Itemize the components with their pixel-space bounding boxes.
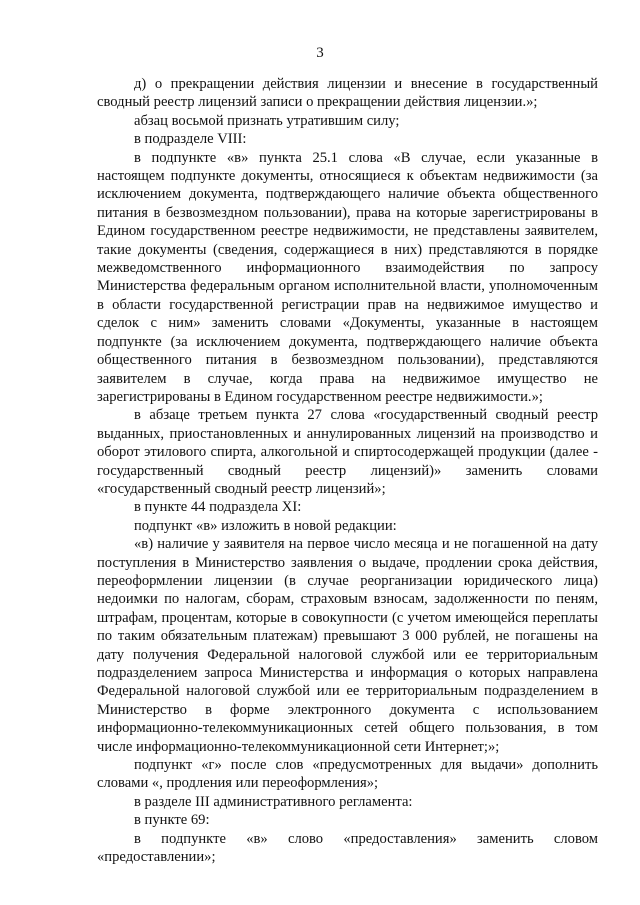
paragraph: в абзаце третьем пункта 27 слова «государственный сводный реестр выданных, приостановленных и аннулированных лицензий на производство и оборот этилового спирта, алкогольной и спиртосодержащей продукции (далее - государственный сводный реестр лицензий)» заменить словами «государственный сводный реестр лицензий»; [97,407,598,497]
page-number: 3 [316,45,324,61]
paragraph: в подразделе VIII: [134,131,247,148]
paragraph: в подпункте «в» пункта 25.1 слова «В случае, если указанные в настоящем подпункте документы, относящиеся к объектам недвижимости (за исключением документа, подтверждающего наличие объекта общественного питания в безвозмездном пользовании), права на которые зарегистрированы в Едином государственном реестре недвижимости, не представлены заявителем, такие документы (сведения, содержащиеся в них) представляются в порядке межведомственного информационного взаимодействия по запросу Министерства федеральным органом исполнительной власти, уполномоченным в области государственной регистрации прав на недвижимое имущество и сделок с ним» заменить словами «Документы, указанные в настоящем подпункте (за исключением документа, подтверждающего наличие объекта общественного питания в безвозмездном пользовании), представляются заявителем в случае, когда права на недвижимое имущество не зарегистрированы в Едином государственном реестре недвижимости.»; [97,149,598,405]
paragraph: в разделе III административного регламента: [134,793,413,810]
document-body [97,75,598,866]
paragraph: в пункте 44 подраздела XI: [134,499,302,516]
paragraph: д) о прекращении действия лицензии и внесение в государственный сводный реестр лицензий записи о прекращении действия лицензии.»; [97,76,598,111]
paragraph: в подпункте «в» слово «предоставления» заменить словом «предоставлении»; [97,830,598,866]
paragraph: «в) наличие у заявителя на первое число месяца и не погашенной на дату поступления в Министерство заявления о выдаче, продлении срока действия, переоформлении лицензии (в случае реорганизации юридического лица) недоимки по налогам, сборам, страховым взносам, задолженности по пеням, штрафам, процентам, которые в совокупности (с учетом имеющейся переплаты по таким обязательным платежам) превышают 3 000 рублей, не погашены на дату получения Федеральной налоговой службой или ее территориальным подразделением запроса Министерства и информация о которых направлена Федеральной налоговой службой или ее территориальным подразделением в Министерство в форме электронного документа с использованием информационно-телекоммуникационных сетей общего пользования, в том числе информационно-телекоммуникационной сети Интернет;»; [97,536,598,755]
paragraph: подпункт «г» после слов «предусмотренных для выдачи» дополнить словами «, продления или переоформления»; [97,757,598,792]
paragraph: в пункте 69: [134,812,210,829]
paragraph: абзац восьмой признать утратившим силу; [134,112,400,129]
paragraph: подпункт «в» изложить в новой редакции: [134,517,397,534]
